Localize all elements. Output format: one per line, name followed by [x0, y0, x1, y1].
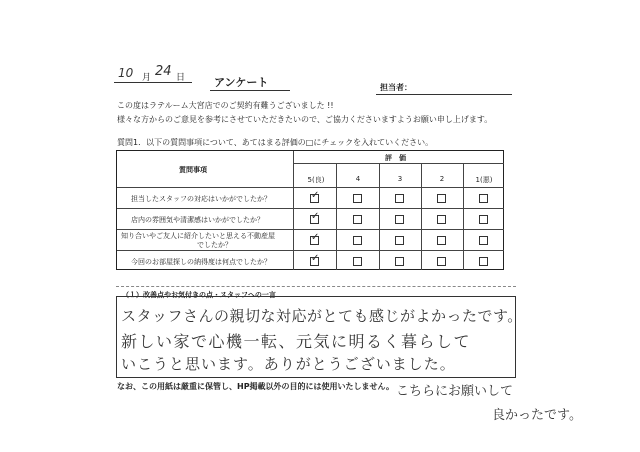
rating-header-divider [293, 163, 504, 164]
staff-underline [376, 94, 512, 95]
row-divider-2 [117, 229, 504, 230]
col-divider-3 [421, 163, 422, 270]
question-row-1: 担当したスタッフの対応はいかがでしたか？ [131, 195, 271, 203]
check-mark-icon: ✓ [311, 253, 320, 264]
column-5-good: 5(良) [307, 176, 325, 184]
intro-line-1: この度はラテルーム大宮店でのご契約有難うございました !! [117, 101, 334, 110]
staff-label: 担当者： [380, 83, 412, 92]
question-row-3-line-1: 知り合いやご友人に紹介したいと思える不動産屋 [121, 232, 275, 240]
question-row-4: 今回のお部屋探しの納得度は何点でしたか？ [131, 258, 271, 266]
month-value: 10 [118, 66, 134, 80]
question-row-2: 店内の雰囲気や清潔感はいかがでしたか？ [131, 216, 264, 224]
day-value: 24 [155, 64, 172, 79]
survey-table [116, 150, 504, 270]
intro-line-2: 様々な方からのご意見を参考にさせていただきたいので、ご協力くださいますようお願い申し上げます。 [117, 115, 493, 124]
checkbox-row2-4[interactable] [353, 215, 362, 224]
item-column-divider [293, 151, 294, 270]
checkbox-row1-1[interactable] [479, 194, 488, 203]
column-3: 3 [397, 175, 403, 183]
checkbox-row1-5[interactable] [310, 190, 320, 203]
handwritten-note-1: こちらにお願いして [396, 384, 514, 399]
col-divider-1 [336, 163, 337, 270]
column-1-bad: 1(悪) [475, 176, 493, 184]
checkbox-row3-3[interactable] [395, 236, 404, 245]
check-mark-icon: ✓ [311, 190, 320, 201]
question-1-instruction: 質問1．以下の質問事項について、あてはまる評価の□にチェックを入れていください。 [117, 138, 434, 147]
checkbox-row2-5[interactable] [310, 211, 320, 224]
comment-line-2: 新しい家で心機一転、元気に明るく暮らして [121, 332, 472, 351]
col-divider-2 [379, 163, 380, 270]
column-4: 4 [355, 175, 361, 183]
privacy-note: なお、この用紙は厳重に保管し、HP掲載以外の目的には使用いたしません。 [117, 382, 395, 391]
header-bottom-line [117, 187, 504, 188]
checkbox-row2-2[interactable] [437, 215, 446, 224]
date-underline [114, 82, 192, 83]
checkbox-row4-2[interactable] [437, 257, 446, 266]
checkbox-row3-5[interactable] [310, 232, 320, 245]
comment-line-1: スタッフさんの親切な対応がとても感じがよかったです。 [121, 307, 523, 325]
day-label: 日 [176, 73, 186, 83]
comment-box[interactable] [116, 296, 523, 378]
comment-label-line [116, 286, 516, 287]
comment-line-3: いこうと思います。ありがとうございました。 [121, 355, 456, 373]
title-underline [210, 90, 290, 91]
col-divider-4 [463, 163, 464, 270]
row-divider-3 [117, 250, 504, 251]
header-question-item: 質問事項 [179, 166, 207, 174]
checkbox-row1-3[interactable] [395, 194, 404, 203]
checkbox-row4-1[interactable] [479, 257, 488, 266]
row-divider-1 [117, 208, 504, 209]
checkbox-row4-5[interactable] [310, 253, 320, 266]
page-title: アンケート [214, 76, 269, 89]
handwritten-note-2: 良かったです。 [492, 408, 582, 423]
column-2: 2 [439, 175, 445, 183]
comment-label: （１）改善点やお気付きの点・スタッフへの一言 [122, 291, 276, 299]
checkbox-row1-2[interactable] [437, 194, 446, 203]
header-rating: 評 価 [385, 154, 406, 162]
checkbox-row3-2[interactable] [437, 236, 446, 245]
checkbox-row2-3[interactable] [395, 215, 404, 224]
checkbox-row2-1[interactable] [479, 215, 488, 224]
check-mark-icon: ✓ [311, 211, 320, 222]
checkbox-row1-4[interactable] [353, 194, 362, 203]
checkbox-row4-4[interactable] [353, 257, 362, 266]
question-row-3-line-2: でしたか？ [197, 241, 232, 249]
checkbox-row3-1[interactable] [479, 236, 488, 245]
checkbox-row3-4[interactable] [353, 236, 362, 245]
checkbox-row4-3[interactable] [395, 257, 404, 266]
check-mark-icon: ✓ [311, 232, 320, 243]
month-label: 月 [142, 73, 152, 83]
